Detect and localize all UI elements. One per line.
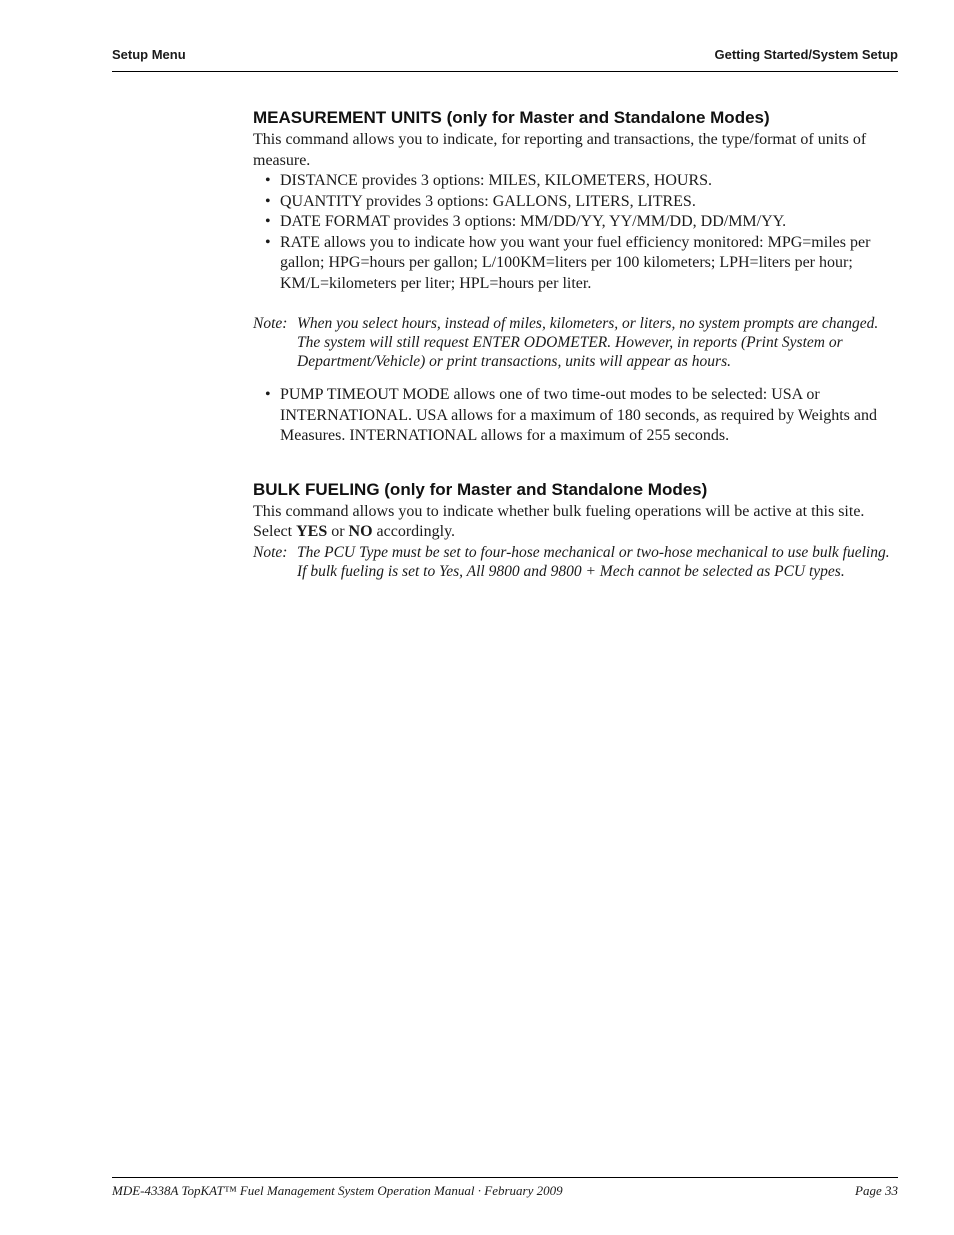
bullet-icon: • [265, 192, 271, 210]
pump-timeout-list [253, 385, 898, 447]
note-text: The PCU Type must be set to four-hose mechanical or two-hose mechanical to use bulk fueling. If bulk fueling is set to Yes, All 9800 and 9800 + Mech cannot be selected as PCU types. [297, 543, 890, 580]
yes-option: YES [296, 523, 328, 540]
note-label: Note: [253, 543, 288, 561]
note-label: Note: [253, 315, 288, 332]
measurement-units-list [253, 171, 898, 294]
bullet-icon: • [265, 233, 271, 251]
bullet-icon: • [265, 172, 271, 189]
measurement-units-note [253, 314, 898, 371]
note-text: When you select hours, instead of miles, kilometers, or liters, no system prompts are changed. The system will still request ENTER ODOMETER. However, in reports (Print System or Department/Vehicle) or print transactions, units will appear as hours. [297, 315, 879, 370]
header-section-title: Setup Menu [112, 47, 186, 62]
bullet-icon: • [265, 386, 271, 403]
page-content [253, 106, 898, 581]
list-item: • DATE FORMAT provides 3 options: MM/DD/YY, YY/MM/DD, DD/MM/YY. [253, 212, 898, 233]
bulk-fueling-note [253, 543, 898, 581]
footer-page-number: Page 33 [855, 1183, 898, 1198]
list-item: • DISTANCE provides 3 options: MILES, KILOMETERS, HOURS. [253, 171, 898, 192]
list-item: • QUANTITY provides 3 options: GALLONS, LITERS, LITRES. [253, 192, 898, 213]
measurement-units-intro: This command allows you to indicate, for reporting and transactions, the type/format of units of measure. [253, 131, 867, 169]
bulk-fueling-heading: BULK FUELING (only for Master and Standalone Modes) [253, 479, 708, 499]
list-item: • RATE allows you to indicate how you want your fuel efficiency monitored: MPG=miles per gallon; HPG=hours per gallon; L/100KM=liters per 100 kilometers; LPH=liters per hour; KM/L=kilometers per liter; HPL=hours per liter. [265, 233, 871, 292]
bullet-icon: • [265, 213, 271, 230]
bulk-fueling-intro: This command allows you to indicate whether bulk fueling operations will be active at this site. Select YES or NO accordingly. [253, 502, 865, 540]
page-header [112, 47, 898, 72]
list-item: • PUMP TIMEOUT MODE allows one of two time-out modes to be selected: USA or INTERNATIONAL. USA allows for a maximum of 180 seconds, as required by Weights and Measures. INTERNATIONAL allows for a maximum of 255 seconds. [265, 386, 877, 444]
footer-document-title: MDE-4338A TopKAT™ Fuel Management System Operation Manual · February 2009 [112, 1183, 563, 1198]
no-option: NO [348, 523, 373, 540]
measurement-units-heading: MEASUREMENT UNITS (only for Master and Standalone Modes) [253, 108, 770, 127]
header-chapter-title: Getting Started/System Setup [714, 47, 898, 62]
page-footer [112, 1177, 898, 1198]
